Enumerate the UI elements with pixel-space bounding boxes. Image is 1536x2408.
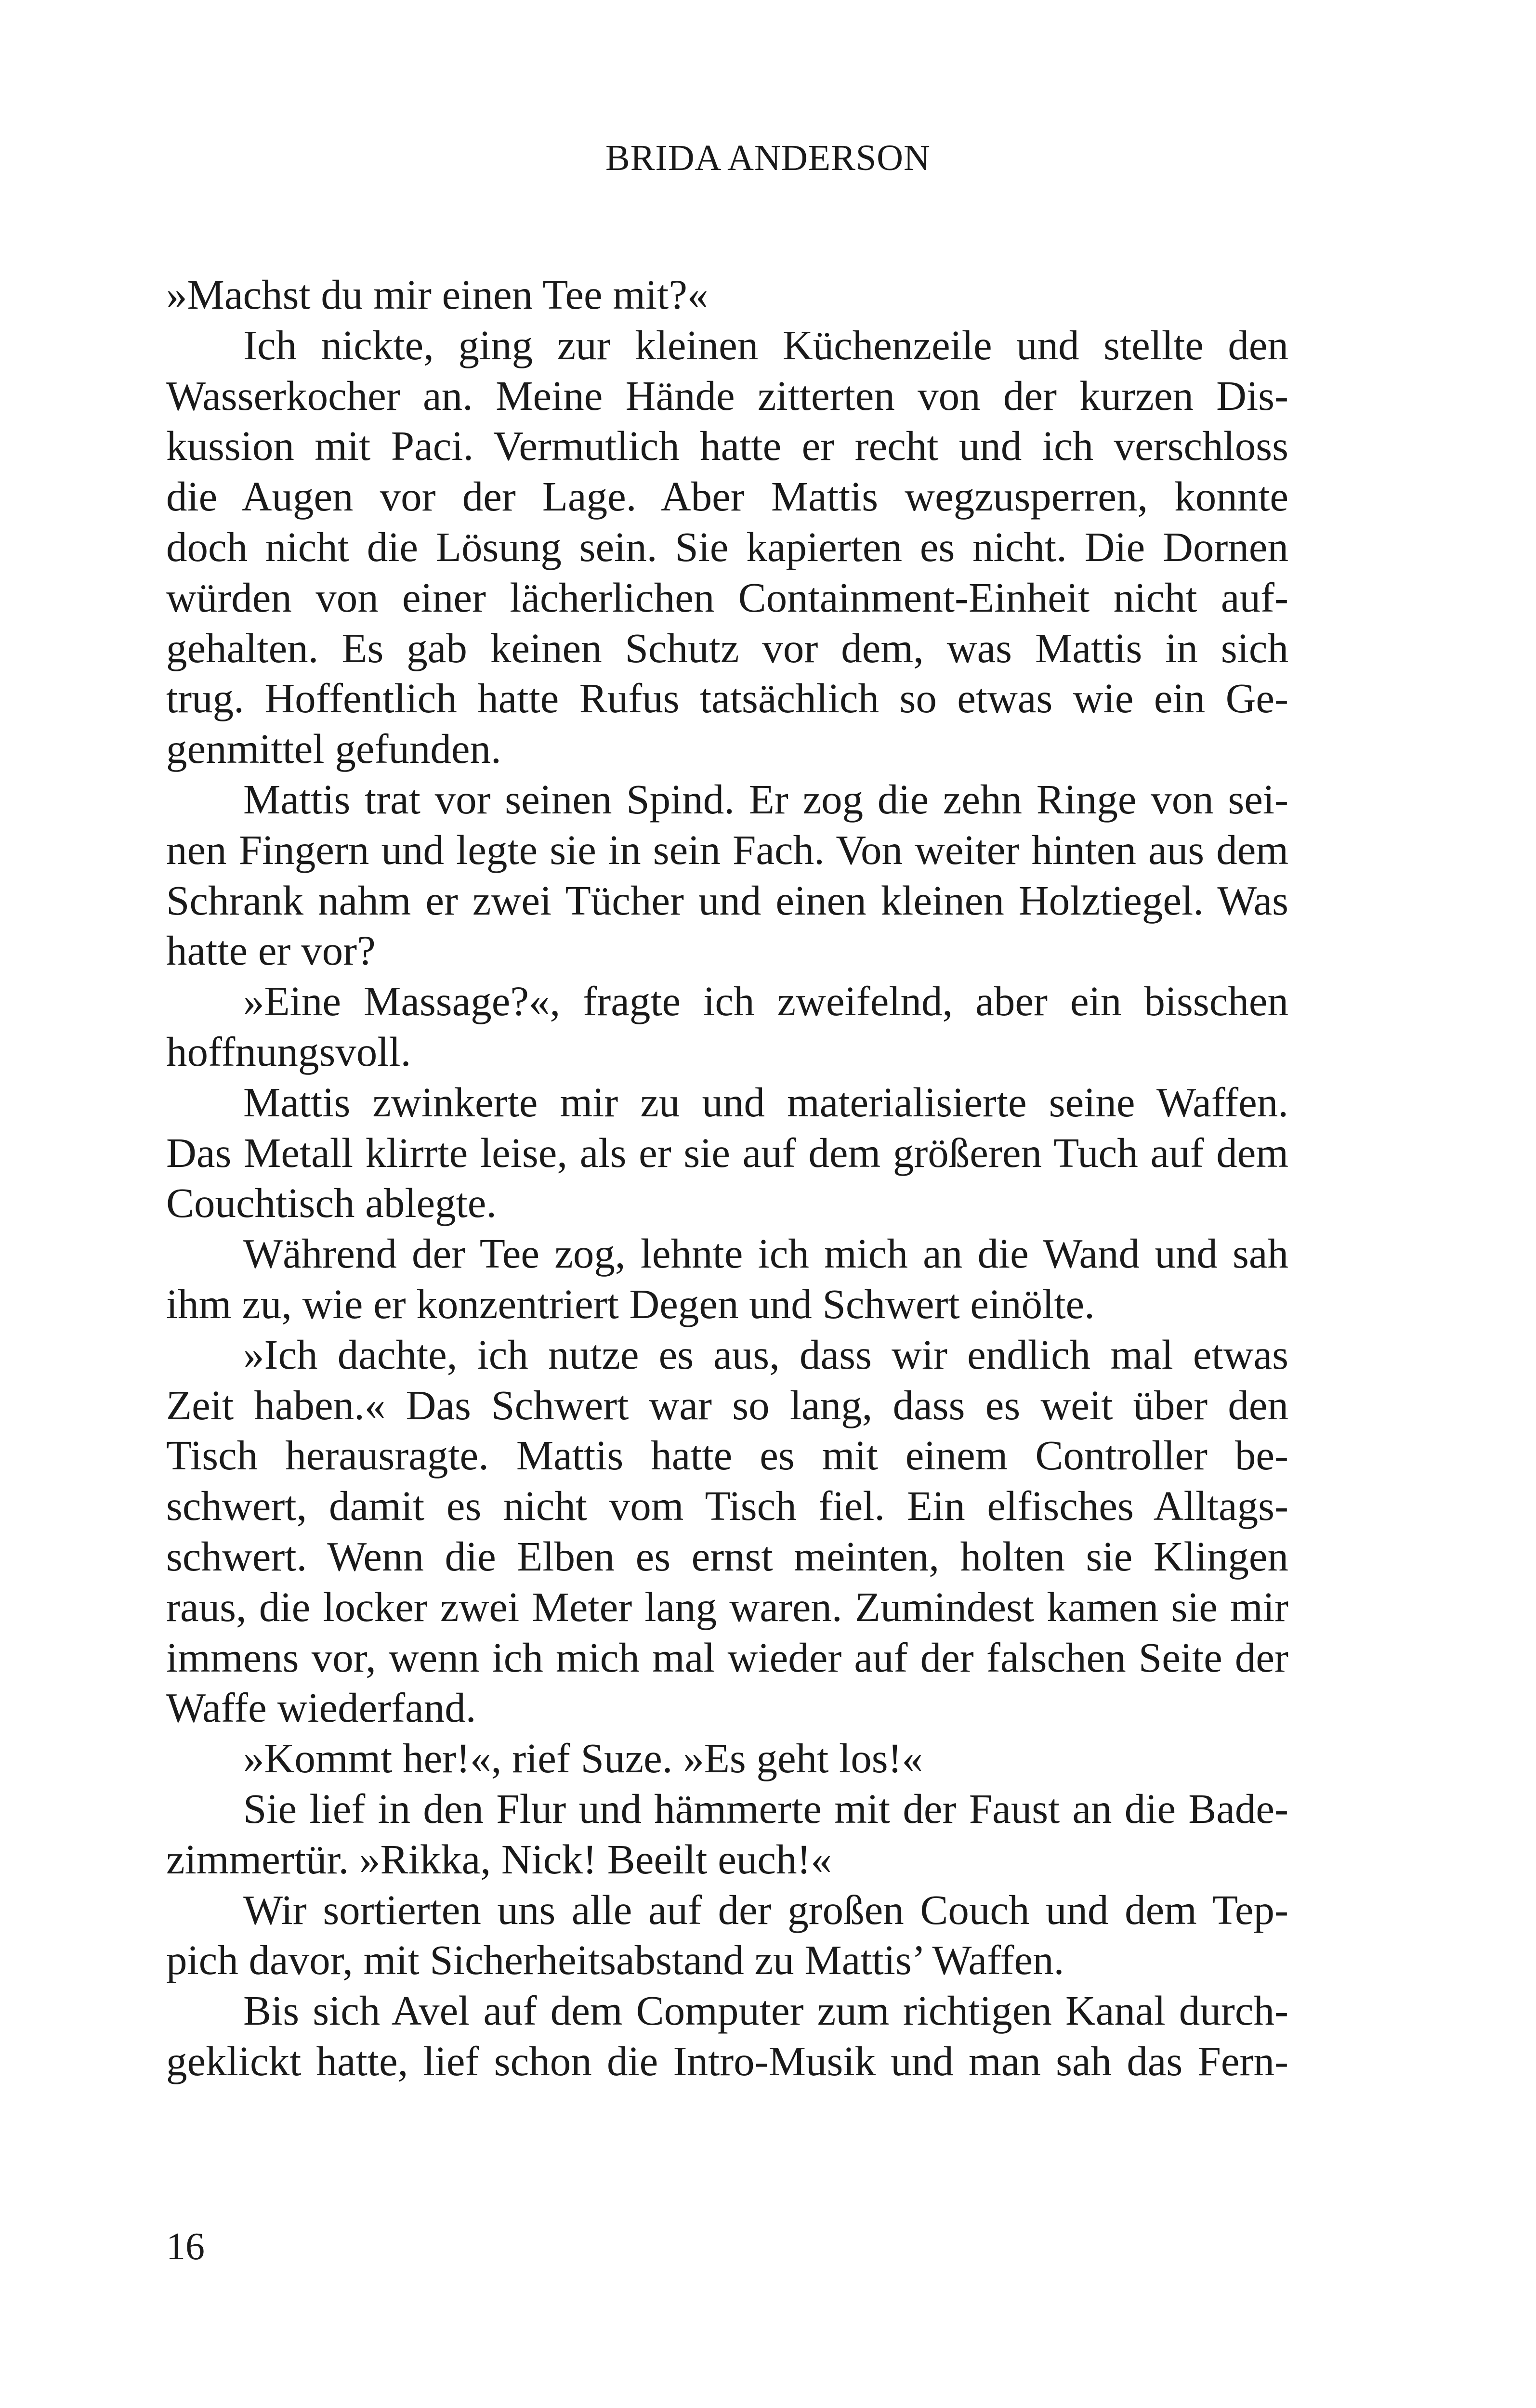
text-line: raus, die locker zwei Meter lang waren. Zumindest kamen sie mir: [166, 1583, 1288, 1630]
text-line: hatte er vor?: [166, 927, 376, 974]
page-number: 16: [166, 2225, 205, 2268]
text-line: Waffe wiederfand.: [166, 1684, 476, 1731]
text-line: pich davor, mit Sicherheitsabstand zu Mattis’ Waffen.: [166, 1937, 1064, 1984]
text-line: Während der Tee zog, lehnte ich mich an die Wand und sah: [243, 1230, 1288, 1277]
text-line: genmittel gefunden.: [166, 725, 501, 772]
text-line: Wasserkocher an. Meine Hände zitterten von der kurzen Dis-: [166, 372, 1288, 419]
text-line: Zeit haben.« Das Schwert war so lang, dass es weit über den: [166, 1381, 1288, 1428]
text-line: geklickt hatte, lief schon die Intro-Musik und man sah das Fern-: [166, 2037, 1288, 2084]
text-line: hoffnungsvoll.: [166, 1028, 411, 1075]
text-line: Das Metall klirrte leise, als er sie auf dem größeren Tuch auf dem: [166, 1129, 1288, 1176]
text-line: Bis sich Avel auf dem Computer zum richtigen Kanal durch-: [243, 1987, 1288, 2034]
text-line: trug. Hoffentlich hatte Rufus tatsächlich so etwas wie ein Ge-: [166, 675, 1288, 722]
text-line: »Ich dachte, ich nutze es aus, dass wir endlich mal etwas: [243, 1331, 1288, 1378]
text-line: Mattis zwinkerte mir zu und materialisierte seine Waffen.: [243, 1078, 1288, 1125]
text-line: Schrank nahm er zwei Tücher und einen kleinen Holztiegel. Was: [166, 877, 1288, 924]
body-text: [166, 270, 1288, 2087]
text-line: Mattis trat vor seinen Spind. Er zog die zehn Ringe von sei-: [243, 775, 1288, 823]
text-line: Ich nickte, ging zur kleinen Küchenzeile und stellte den: [243, 321, 1288, 368]
text-line: Wir sortierten uns alle auf der großen Couch und dem Tep-: [243, 1886, 1288, 1933]
text-line: immens vor, wenn ich mich mal wieder auf der falschen Seite der: [166, 1634, 1288, 1681]
text-line: Couchtisch ablegte.: [166, 1179, 497, 1227]
text-line: zimmertür. »Rikka, Nick! Beeilt euch!«: [166, 1835, 832, 1883]
text-line: »Eine Massage?«, fragte ich zweifelnd, aber ein bisschen: [243, 978, 1288, 1025]
text-line: kussion mit Paci. Vermutlich hatte er recht und ich verschloss: [166, 422, 1288, 470]
text-line: doch nicht die Lösung sein. Sie kapierten es nicht. Die Dornen: [166, 523, 1288, 570]
text-line: schwert. Wenn die Elben es ernst meinten, holten sie Klingen: [166, 1532, 1288, 1580]
text-line: Tisch herausragte. Mattis hatte es mit einem Controller be-: [166, 1432, 1288, 1479]
running-head: BRIDA ANDERSON: [605, 138, 931, 178]
text-line: gehalten. Es gab keinen Schutz vor dem, was Mattis in sich: [166, 624, 1288, 671]
text-line: nen Fingern und legte sie in sein Fach. Von weiter hinten aus dem: [166, 826, 1288, 873]
text-line: ihm zu, wie er konzentriert Degen und Schwert einölte.: [166, 1280, 1095, 1327]
text-line: »Kommt her!«, rief Suze. »Es geht los!«: [243, 1735, 923, 1782]
text-line: »Machst du mir einen Tee mit?«: [166, 271, 709, 318]
text-line: die Augen vor der Lage. Aber Mattis wegzusperren, konnte: [166, 473, 1288, 520]
text-line: schwert, damit es nicht vom Tisch fiel. Ein elfisches Alltags-: [166, 1482, 1288, 1530]
text-line: würden von einer lächerlichen Containment-Einheit nicht auf-: [166, 574, 1288, 621]
text-line: Sie lief in den Flur und hämmerte mit der Faust an die Bade-: [243, 1785, 1288, 1832]
